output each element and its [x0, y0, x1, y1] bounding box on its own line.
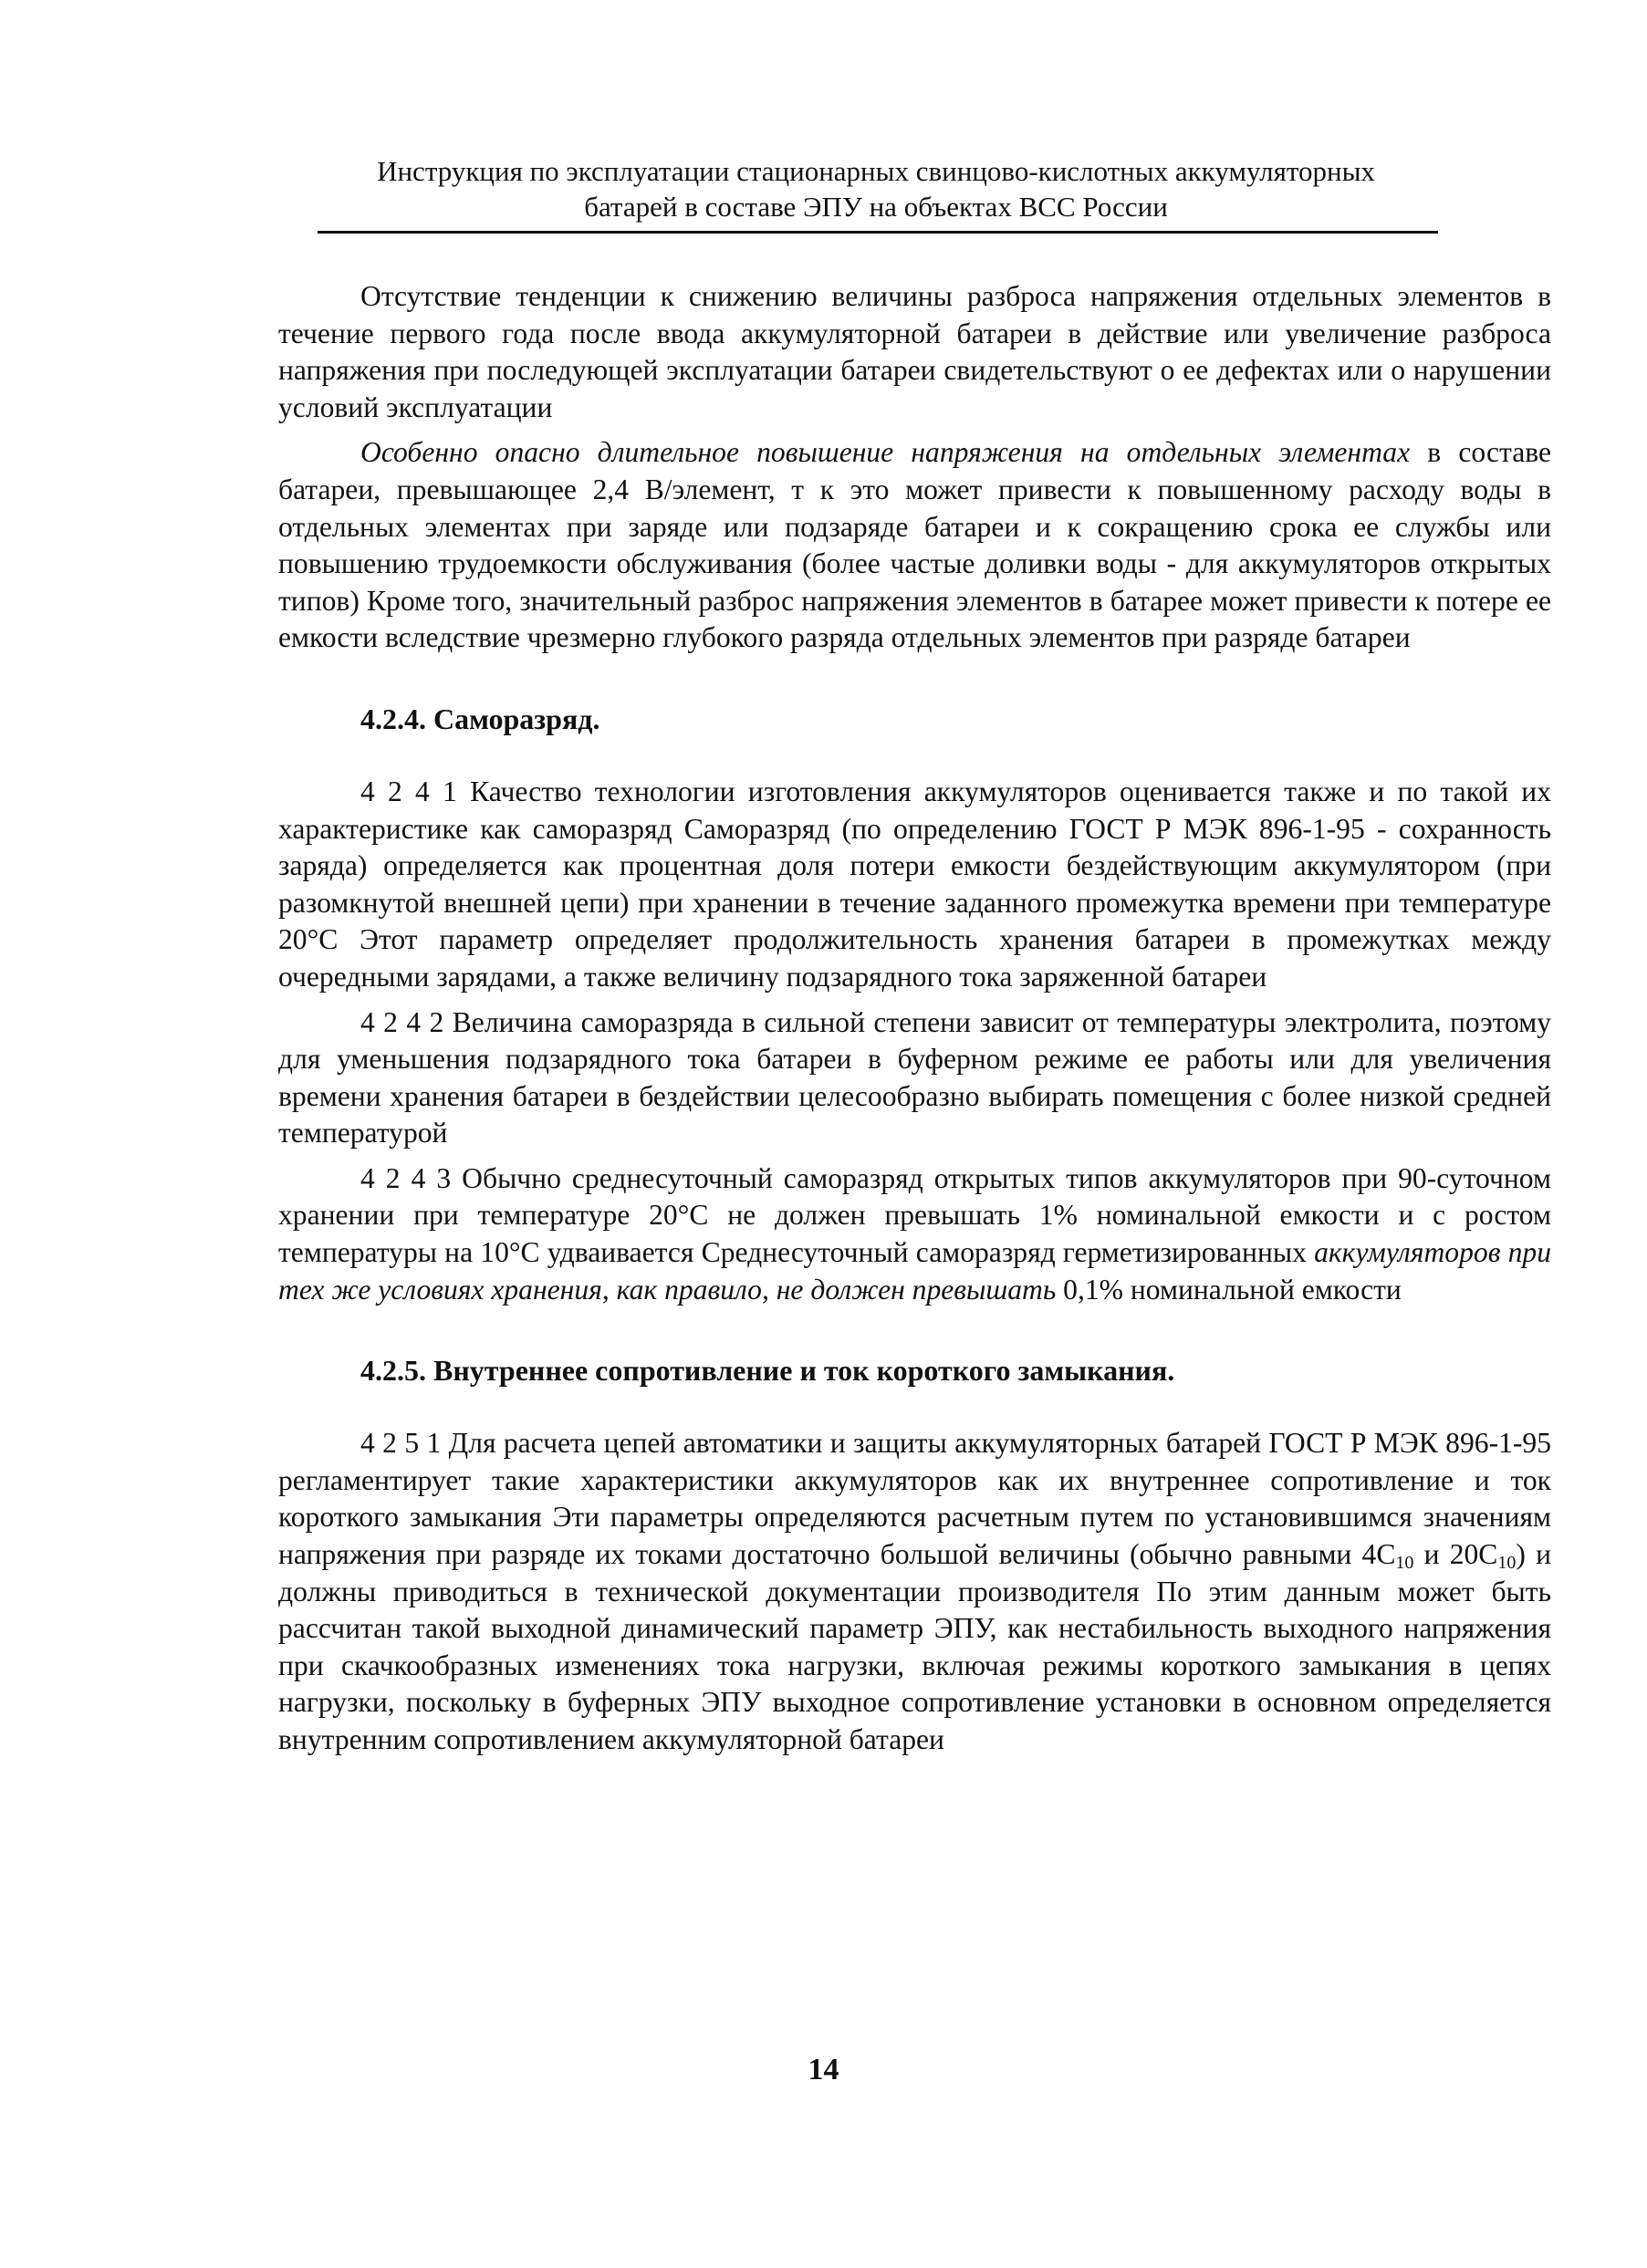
section-heading-4-2-5: 4.2.5. Внутреннее сопротивление и ток короткого замыкания.: [360, 1354, 1175, 1388]
paragraph-4-2-4-2: 4 2 4 2 Величина саморазряда в сильной степени зависит от температуры электролита, поэтому для уменьшения подзарядного тока батареи в буферном режиме ее работы или для увеличения времени хранения батареи в бездействии целесообразно выбирать помещения с более низкой средней температурой: [278, 1005, 1551, 1150]
section-heading-4-2-4: 4.2.4. Саморазряд.: [360, 702, 600, 735]
paragraph-4-2-4-3: 4 2 4 3 Обычно среднесуточный саморазряд открытых типов аккумуляторов при 90-суточном хранении при температуре 20°C не должен превышать 1% номинальной емкости и с ростом температуры на 10°C удваивается Среднесуточный саморазряд герметизированных аккумуляторов при тех же условиях хранения, как правило, не должен превышать 0,1% номинальной емкости: [278, 1161, 1551, 1306]
paragraph-4-2-4-1: 4 2 4 1 Качество технологии изготовления аккумуляторов оценивается также и по такой их характеристике как саморазряд Саморазряд (по определению ГОСТ Р МЭК 896-1-95 - сохранность заряда) определяется как процентная доля потери емкости бездействующим аккумулятором (при разомкнутой внешней цепи) при хранении в течение заданного промежутка времени при температуре 20°C Этот параметр определяет продолжительность хранения батареи в промежутках между очередными зарядами, а также величину подзарядного тока заряженной батареи: [278, 775, 1551, 993]
subscript-10: 10: [1497, 1553, 1517, 1574]
document-body: [278, 278, 1551, 1759]
paragraph-4-2-5-1: 4 2 5 1 Для расчета цепей автоматики и защиты аккумуляторных батарей ГОСТ Р МЭК 896-1-95 регламентирует такие характеристики аккумуляторов как их внутреннее сопротивление и ток короткого замыкания Эти параметры определяются расчетным путем по установившимся значениям напряжения при разряде их токами достаточно большой величины (обычно равными $4C_{10}$ и $20C_{10}$) и должны приводиться в технической документации производителя По этим данным может быть рассчитан такой выходной динамический параметр ЭПУ, как нестабильность выходного напряжения при скачкообразных изменениях тока нагрузки, включая режимы короткого замыкания в цепях нагрузки, поскольку в буферных ЭПУ выходное сопротивление установки в основном определяется внутренним сопротивлением аккумуляторной батареи: [278, 1427, 1551, 1755]
paragraph-overvoltage: Особенно опасно длительное повышение напряжения на отдельных элементах в составе батареи, превышающее 2,4 В/элемент, т к это может привести к повышенному расходу воды в отдельных элементах при заряде или подзаряде батареи и к сокращению срока ее службы или повышению трудоемкости обслуживания (более частые доливки воды - для аккумуляторов открытых типов) Кроме того, значительный разброс напряжения элементов в батарее может привести к потере ее емкости вследствие чрезмерно глубокого разряда отдельных элементов при разряде батареи: [278, 436, 1551, 654]
paragraph-voltage-spread: Отсутствие тенденции к снижению величины разброса напряжения отдельных элементов в течение первого года после ввода аккумуляторной батареи в действие или увеличение разброса напряжения при последующей эксплуатации батареи свидетельствуют о ее дефектах или о нарушении условий эксплуатации: [278, 280, 1551, 423]
emphasis-text: аккумуляторов при тех же условиях хранения, как правило, не должен превышать: [278, 1236, 1551, 1306]
header-line-1: Инструкция по эксплуатации стационарных свинцово-кислотных аккумуляторных: [377, 155, 1375, 187]
emphasis-text: Особенно опасно длительное повышение напряжения на отдельных элементах: [360, 436, 1411, 469]
subscript-10: 10: [1395, 1553, 1414, 1574]
page-number: 14: [808, 2053, 839, 2086]
header-line-2: батарей в составе ЭПУ на объектах ВСС России: [584, 191, 1168, 223]
header-divider: [318, 231, 1438, 234]
running-header: [315, 153, 1437, 224]
